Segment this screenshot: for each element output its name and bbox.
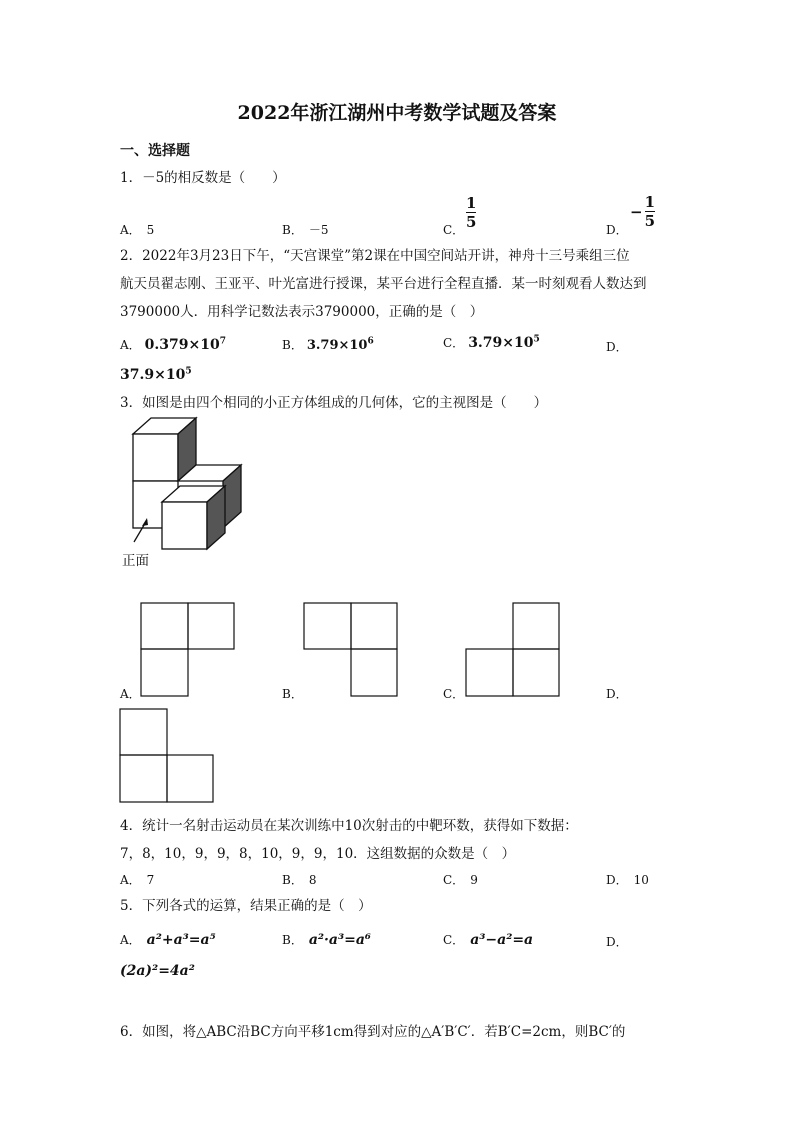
q3-option-a-label: A． xyxy=(120,687,141,701)
q1-stem: 1．－5的相反数是（ ） xyxy=(120,170,286,186)
q2-option-c: C． $3.79\times 10^5$ xyxy=(443,334,540,351)
front-label: 正面 xyxy=(122,553,149,569)
page-title: 2022年浙江湖州中考数学试题及答案 xyxy=(237,102,557,124)
q3-option-c-figure xyxy=(465,602,561,698)
q1-option-c-label: C． xyxy=(443,223,465,237)
q1-option-c-fraction: $\frac{1}{5}$ xyxy=(466,194,477,231)
q2-line2: 航天员翟志刚、王亚平、叶光富进行授课，某平台进行全程直播．某一时刻观看人数达到 xyxy=(120,276,647,292)
q5-option-c: C． a³−a²=a xyxy=(443,932,534,948)
q3-option-d-figure xyxy=(119,708,215,804)
q3-option-a-figure xyxy=(140,602,236,698)
q3-option-b-label: B． xyxy=(282,687,303,701)
q5-option-b: B． a²·a³=a⁶ xyxy=(282,932,372,948)
q2-option-a: A． $0.379\times 10^7$ xyxy=(120,336,226,353)
q5-option-a: A． a²+a³=a⁵ xyxy=(120,932,216,948)
q3-option-b-figure xyxy=(303,602,399,698)
q1-option-d-fraction: − $\frac{1}{5}$ xyxy=(630,193,656,230)
q4-line1: 4．统计一名射击运动员在某次训练中10次射击的中靶环数，获得如下数据： xyxy=(120,818,578,834)
q1-option-b: B． －5 xyxy=(282,223,329,237)
q5-stem: 5．下列各式的运算，结果正确的是（ ） xyxy=(120,898,372,914)
q4-option-c: C． 9 xyxy=(443,873,478,887)
q5-option-d-value: (2a)²=4a² xyxy=(120,963,195,979)
q4-option-b: B． 8 xyxy=(282,873,317,887)
q1-option-a: A． 5 xyxy=(120,223,155,237)
q2-option-d-value: $37.9\times 10^5$ xyxy=(120,366,192,383)
q2-option-d-label: D． xyxy=(606,340,628,354)
q3-stem: 3．如图是由四个相同的小正方体组成的几何体，它的主视图是（ ） xyxy=(120,395,548,411)
q4-option-d: D． 10 xyxy=(606,873,649,887)
q4-line2: 7，8，10，9，9，8，10，9，9，10．这组数据的众数是（ ） xyxy=(120,846,516,862)
q2-option-b: B． $3.79\times 10^6$ xyxy=(282,336,374,353)
q4-option-a: A． 7 xyxy=(120,873,155,887)
q2-line1: 2．2022年3月23日下午，“天宫课堂”第2课在中国空间站开讲，神舟十三号乘组三位 xyxy=(120,248,630,264)
q6-stem: 6．如图，将△ABC沿BC方向平移1cm得到对应的△A′B′C′．若B′C=2cm，则BC′的 xyxy=(120,1024,626,1040)
q3-option-c-label: C． xyxy=(443,687,465,701)
q5-option-d-label: D． xyxy=(606,935,628,949)
section-heading: 一、选择题 xyxy=(120,143,190,159)
q1-option-d-label: D． xyxy=(606,223,628,237)
q2-line3: 3790000人．用科学记数法表示3790000，正确的是（ ） xyxy=(120,304,484,320)
q3-option-d-label: D． xyxy=(606,687,628,701)
